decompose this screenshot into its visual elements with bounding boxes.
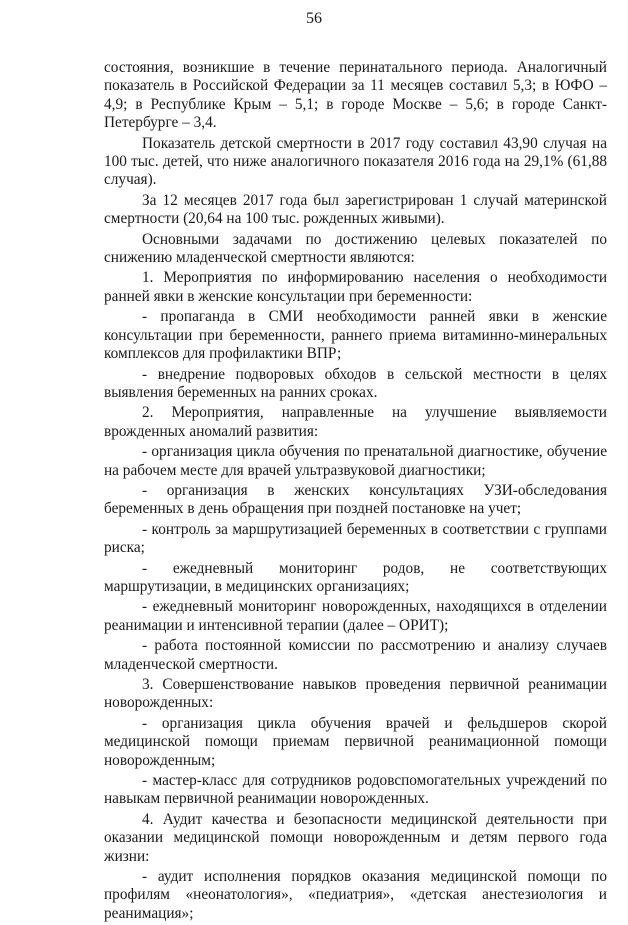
list-item: - контроль за маршрутизацией беременных в соответствии с группами риска;	[104, 520, 607, 557]
list-heading: 1. Мероприятия по информированию населения о необходимости ранней явки в женские консультации при беременности:	[104, 269, 607, 305]
list-heading: 2. Мероприятия, направленные на улучшение выявляемости врожденных аномалий развития:	[104, 404, 607, 440]
paragraph: Показатель детской смертности в 2017 году составил 43,90 случая на 100 тыс. детей, что ниже аналогичного показателя 2016 года на 29,1% (61,88 случая).	[104, 134, 607, 189]
paragraph: Основными задачами по достижению целевых показателей по снижению младенческой смертности являются:	[104, 230, 607, 267]
list-item: - организация цикла обучения по пренатальной диагностике, обучение на рабочем месте для врачей ультразвуковой диагностики;	[104, 443, 607, 479]
paragraph: состояния, возникшие в течение перинатального периода. Аналогичный показатель в Российской Федерации за 11 месяцев составил 5,3; в ЮФО – 4,9; в Республике Крым – 5,1; в городе Москве – 5,6; в городе Санкт-Петербурге – 3,4.	[104, 59, 607, 132]
list-heading: 3. Совершенствование навыков проведения первичной реанимации новорожденных:	[104, 676, 607, 712]
list-item: - внедрение подворовых обходов в сельской местности в целях выявления беременных на ранних сроках.	[104, 365, 607, 401]
list-item: - ежедневный мониторинг родов, не соответствующих маршрутизации, в медицинских организациях;	[104, 559, 607, 595]
list-item: - организация в женских консультациях УЗИ-обследования беременных в день обращения при поздней постановке на учет;	[104, 481, 607, 518]
list-item: - аудит исполнения порядков оказания медицинской помощи по профилям «неонатология», «педиатрия», «детская анестезиология и реанимация»;	[104, 868, 607, 922]
list-heading: 4. Аудит качества и безопасности медицинской деятельности при оказании медицинской помощи новорожденным и детям первого года жизни:	[104, 810, 607, 865]
list-item: - мастер-класс для сотрудников родовспомогательных учреждений по навыкам первичной реанимации новорожденных.	[104, 772, 607, 808]
paragraph: За 12 месяцев 2017 года был зарегистрирован 1 случай материнской смертности (20,64 на 100 тыс. рожденных живыми).	[104, 191, 607, 228]
list-item: - ежедневный мониторинг новорожденных, находящихся в отделении реанимации и интенсивной терапии (далее – ОРИТ);	[104, 598, 607, 634]
list-item: - пропаганда в СМИ необходимости ранней явки в женские консультации при беременности, раннего приема витаминно-минеральных комплексов для профилактики ВПР;	[104, 308, 607, 363]
document-body	[104, 59, 607, 925]
list-item: - работа постоянной комиссии по рассмотрению и анализу случаев младенческой смертности.	[104, 637, 607, 673]
page-number: 56	[306, 10, 322, 27]
list-item: - организация цикла обучения врачей и фельдшеров скорой медицинской помощи приемам первичной реанимационной помощи новорожденным;	[104, 714, 607, 769]
